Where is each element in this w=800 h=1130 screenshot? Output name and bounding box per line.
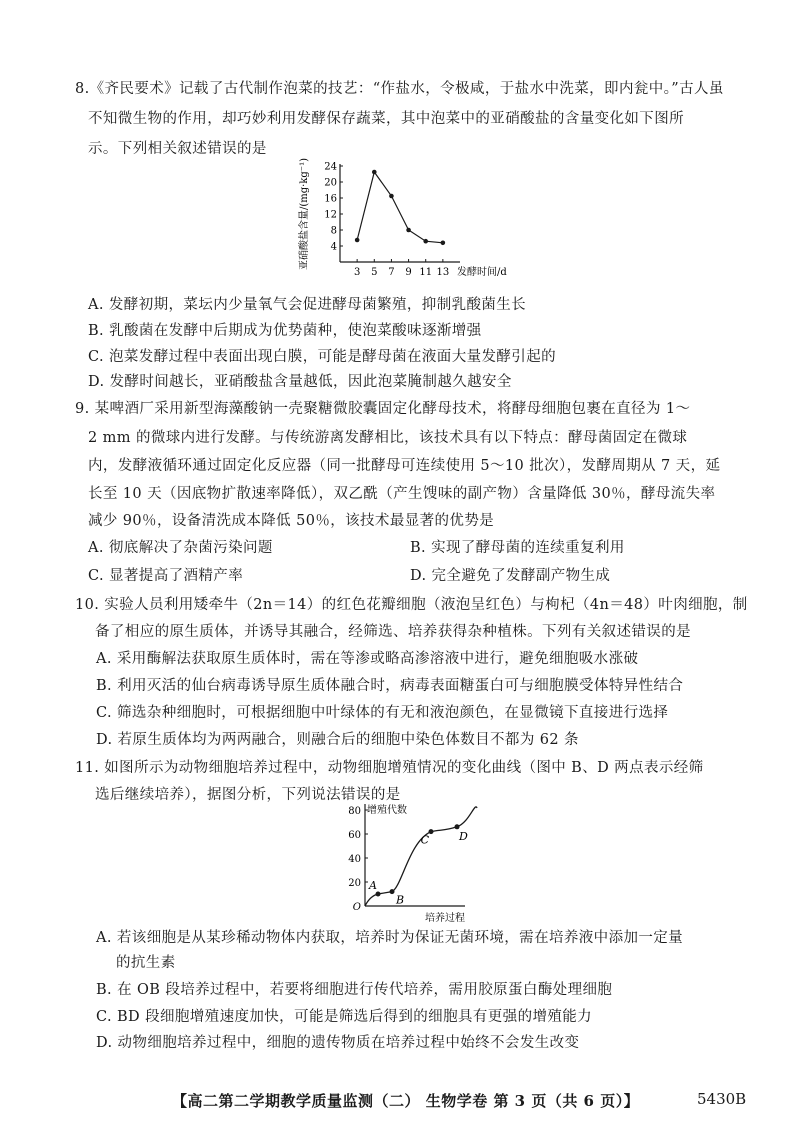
q8-stem-line-2: 不知微生物的作用，却巧妙利用发酵保存蔬菜，其中泡菜中的亚硝酸盐的含量变化如下图所 [88,111,684,127]
y-tick-label: 4 [330,241,337,253]
y-tick-label: 8 [330,225,337,237]
y-tick-label: 60 [348,830,361,841]
x-tick-label: 5 [371,267,378,278]
x-tick-label: 3 [353,267,361,278]
data-point [423,239,428,244]
data-point [372,170,377,175]
data-point [441,241,446,246]
q8-stem-line-1: 8.《齐民要术》记载了古代制作泡菜的技艺：“作盐水，令极咸，于盐水中洗菜，即内瓮中。”古人虽 [75,81,724,97]
x-tick-label: 11 [419,267,433,278]
x-axis-label: 发酵时间/d [457,267,507,278]
q9-stem-line-2: 2 mm 的微球内进行发酵。与传统游离发酵相比，该技术具有以下特点：酵母菌固定在微球 [88,430,688,446]
x-tick-label: 13 [436,267,450,278]
point-label-b: B [396,893,405,907]
point-a [376,892,381,897]
y-axis-label: 增殖代数 [367,805,407,816]
q8-stem-line-3: 示。下列相关叙述错误的是 [88,141,267,157]
x-tick-label: 7 [388,267,395,278]
q8-option-a: A. 发酵初期，菜坛内少量氧气会促进酵母菌繁殖，抑制乳酸菌生长 [88,297,527,313]
y-tick-label: 40 [348,854,361,865]
paper-code: 5430B [697,1090,747,1108]
y-tick-label: 80 [348,806,361,817]
q9-stem-line-1: 9. 某啤酒厂采用新型海藻酸钠一壳聚糖微胶囊固定化酵母技术，将酵母细胞包裹在直径为 1～ [75,401,691,417]
q10-option-d: D. 若原生质体均为两两融合，则融合后的细胞中染色体数目不都为 62 条 [96,732,579,748]
data-point [406,228,411,233]
data-line [357,172,443,243]
q10-option-a: A. 采用酶解法获取原生质体时，需在等渗或略高渗溶液中进行，避免细胞吸水涨破 [96,651,639,667]
y-tick-label: 16 [324,193,337,205]
q11-stem-line-2: 选后继续培养），据图分析，下列说法错误的是 [95,787,401,803]
q9-option-d: D. 完全避免了发酵副产物生成 [410,568,611,584]
q11-option-a: A. 若该细胞是从某珍稀动物体内获取，培养时为保证无菌环境，需在培养液中添加一定量 [96,930,684,946]
page-footer: 【高二第二学期教学质量监测（二） 生物学卷 第 3 页（共 6 页）】 [172,1092,640,1110]
q10-stem-line-1: 10. 实验人员利用矮牵牛（2n＝14）的红色花瓣细胞（液泡呈红色）与枸杞（4n＝48）叶肉细胞，制 [75,597,748,613]
proliferation-chart [330,802,490,924]
x-tick-label: 9 [405,267,412,278]
nitrite-chart [290,158,530,288]
q9-option-a: A. 彻底解决了杂菌污染问题 [88,540,273,556]
y-tick-label: 12 [324,209,337,221]
q9-option-b: B. 实现了酵母菌的连续重复利用 [410,540,625,556]
data-point [355,238,360,243]
q11-option-d: D. 动物细胞培养过程中，细胞的遗传物质在培养过程中始终不会发生改变 [96,1035,580,1051]
point-label-c: C [420,833,429,847]
q9-stem-line-5: 减少 90％，设备清洗成本降低 50％，该技术最显著的优势是 [88,513,495,529]
proliferation-curve [365,807,477,906]
q8-option-b: B. 乳酸菌在发酵中后期成为优势菌种，使泡菜酸味逐渐增强 [88,323,482,339]
y-tick-label: 20 [348,878,361,889]
x-axis-label: 培养过程 [425,913,465,924]
y-tick-label: 24 [324,161,337,173]
q10-stem-line-2: 备了相应的原生质体，并诱导其融合，经筛选、培养获得杂种植株。下列有关叙述错误的是 [95,624,691,640]
q9-stem-line-4: 长至 10 天（因底物扩散速率降低），双乙酰（产生馊味的副产物）含量降低 30％，酵母流失率 [88,486,716,502]
point-c [429,829,434,834]
point-label-a: A [369,879,377,892]
q11-option-c: C. BD 段细胞增殖速度加快，可能是筛选后得到的细胞具有更强的增殖能力 [96,1009,593,1025]
point-d [455,824,460,829]
y-axis-label: 亚硝酸盐含量/(mg·kg⁻¹) [299,158,310,270]
q8-option-c: C. 泡菜发酵过程中表面出现白膜，可能是酵母菌在液面大量发酵引起的 [88,349,556,365]
point-b [390,889,395,894]
data-point [389,194,394,199]
q9-stem-line-3: 内，发酵液循环通过固定化反应器（同一批酵母可连续使用 5～10 批次），发酵周期从 7 天，延 [88,458,721,474]
origin-label: O [352,902,361,913]
q11-stem-line-1: 11. 如图所示为动物细胞培养过程中，动物细胞增殖情况的变化曲线（图中 B、D 两点表示经筛 [75,760,704,776]
q8-option-d: D. 发酵时间越长，亚硝酸盐含量越低，因此泡菜腌制越久越安全 [88,374,512,390]
q10-option-c: C. 筛选杂种细胞时，可根据细胞中叶绿体的有无和液泡颜色，在显微镜下直接进行选择 [96,705,669,721]
q10-option-b: B. 利用灭活的仙台病毒诱导原生质体融合时，病毒表面糖蛋白可与细胞膜受体特异性结合 [96,678,684,694]
q11-option-a-cont: 的抗生素 [116,955,176,971]
point-label-d: D [459,829,468,843]
q9-option-c: C. 显著提高了酒精产率 [88,568,244,584]
q11-option-b: B. 在 OB 段培养过程中，若要将细胞进行传代培养，需用胶原蛋白酶处理细胞 [96,982,613,998]
y-tick-label: 20 [324,177,337,189]
